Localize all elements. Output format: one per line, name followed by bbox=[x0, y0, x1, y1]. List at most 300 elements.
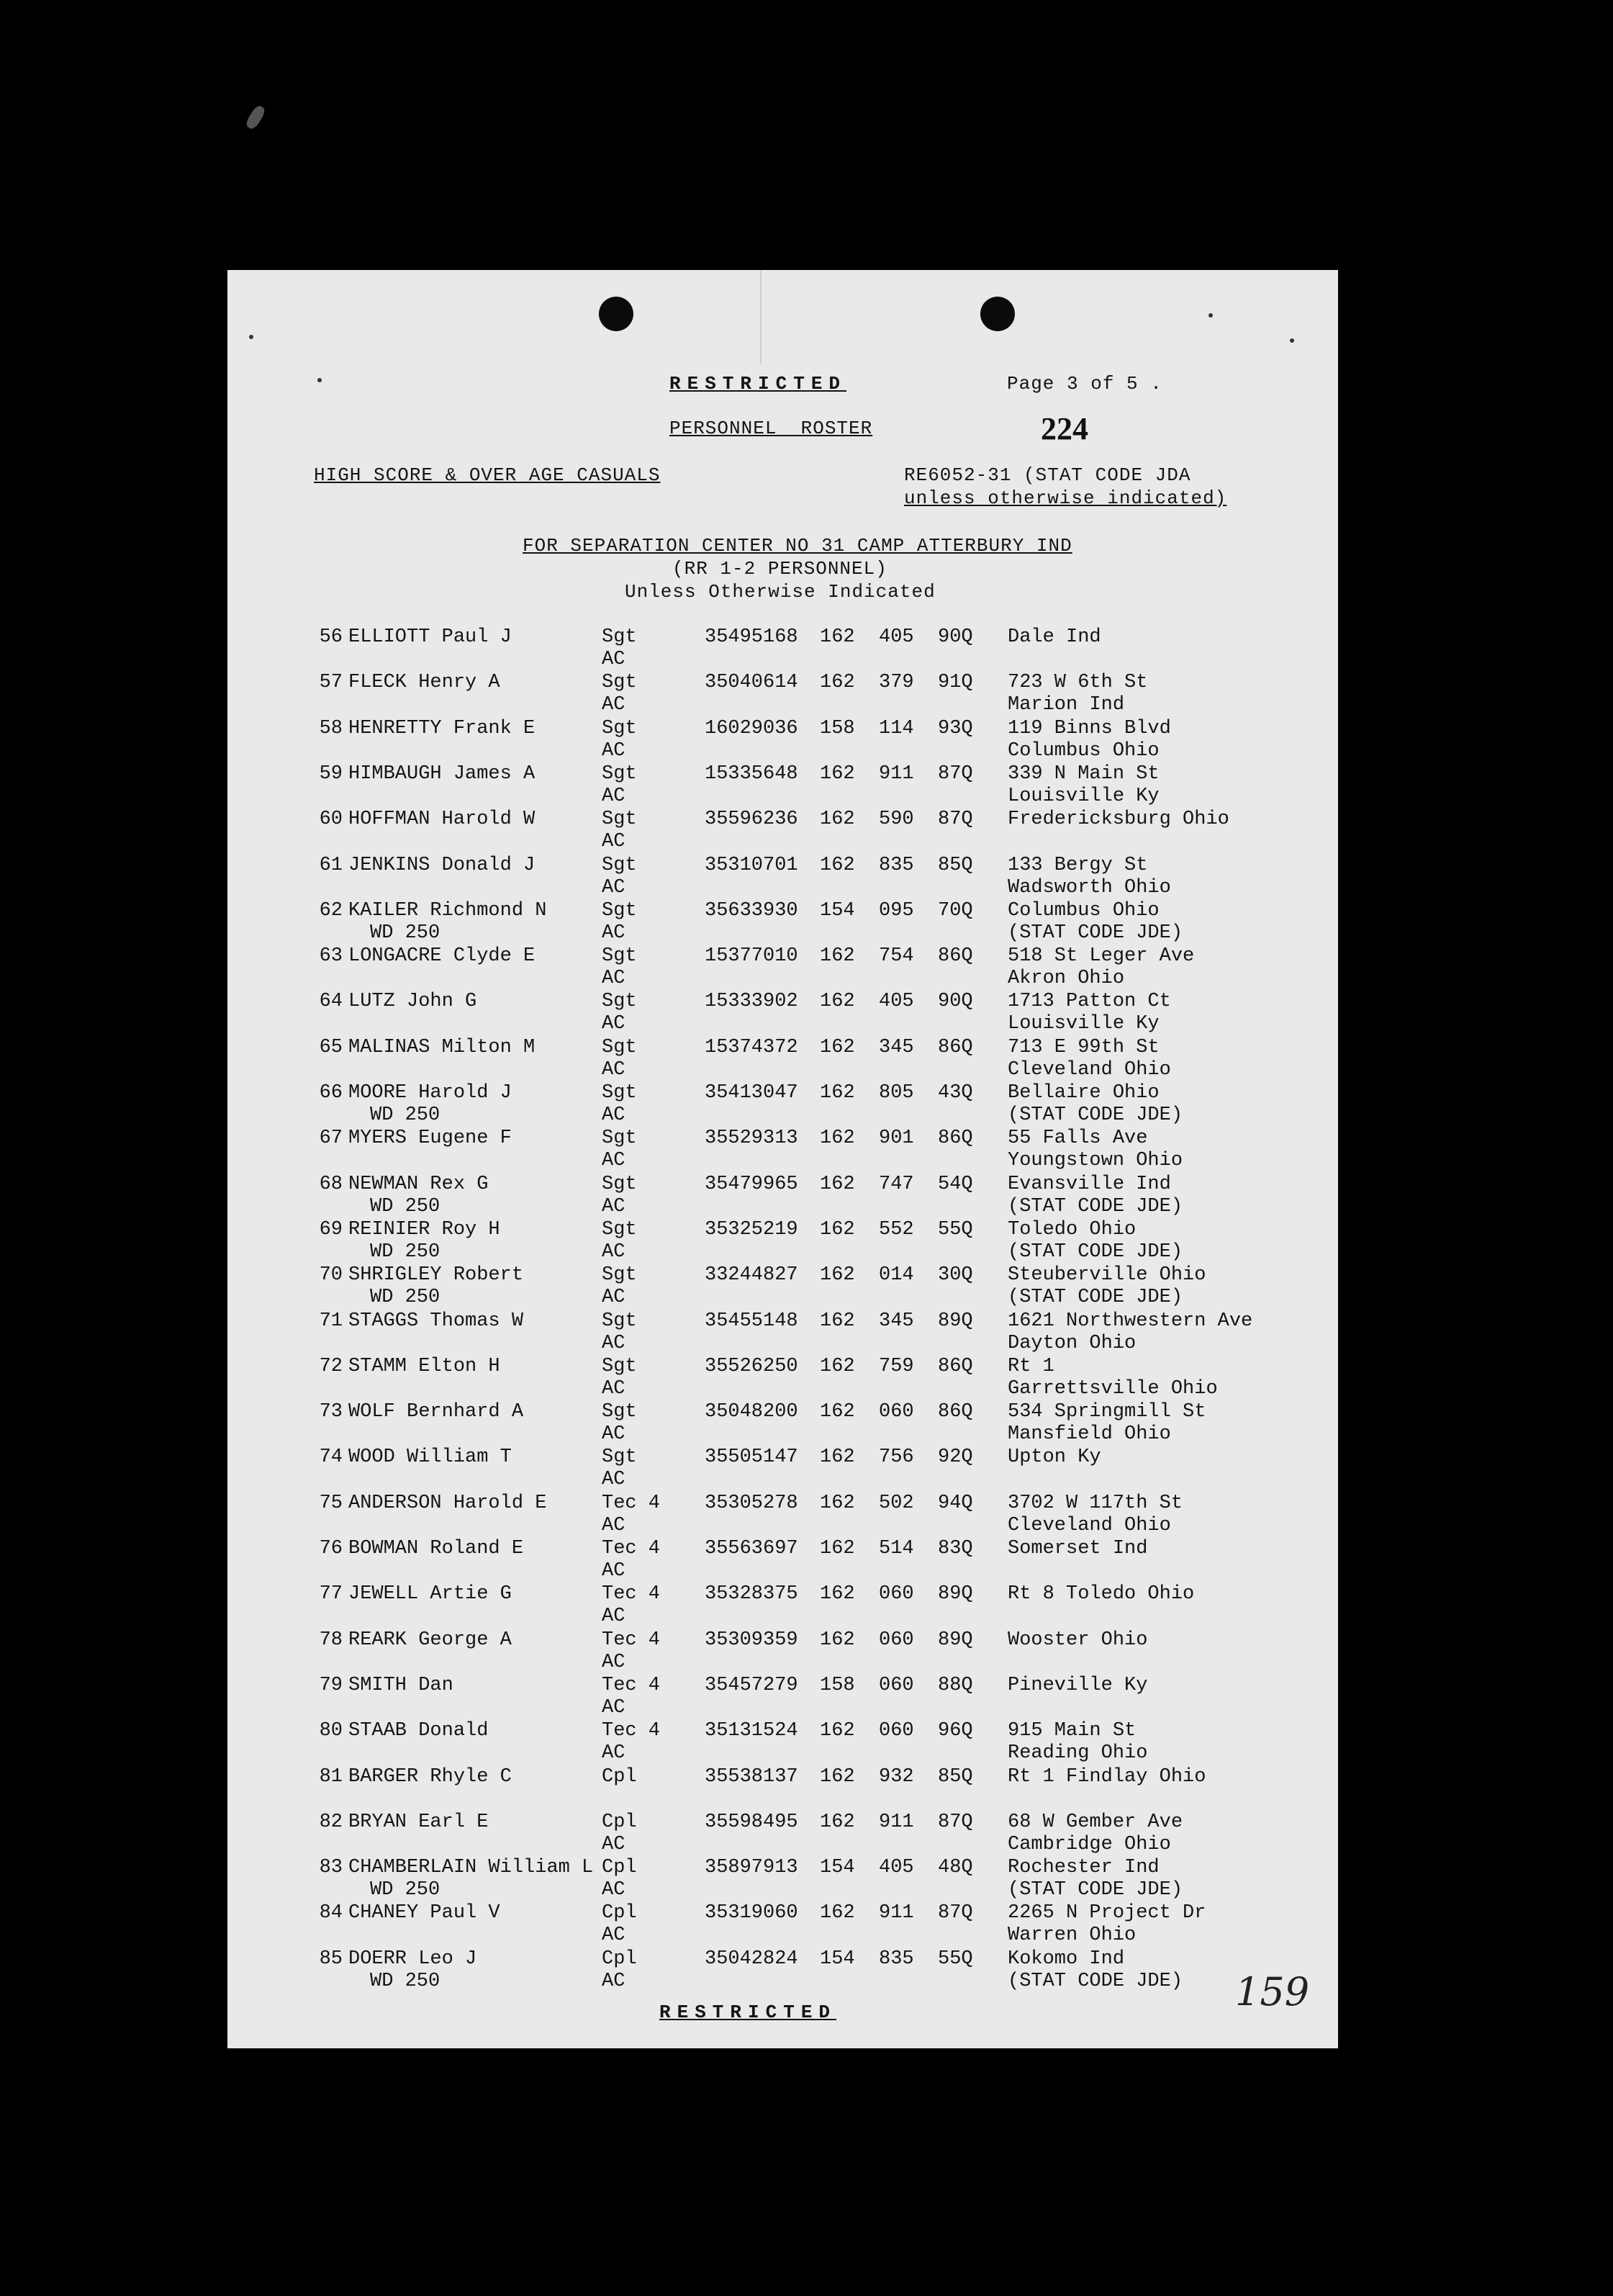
address-line1: Rt 1 Findlay Ohio bbox=[1008, 1765, 1206, 1788]
address-line2: Warren Ohio bbox=[1008, 1924, 1137, 1947]
code-b: 060 bbox=[879, 1401, 914, 1423]
branch: AC bbox=[602, 1833, 625, 1855]
table-row bbox=[227, 626, 1338, 671]
code-b: 379 bbox=[879, 672, 914, 694]
address-line2: Cambridge Ohio bbox=[1008, 1833, 1171, 1855]
branch: AC bbox=[602, 1696, 625, 1719]
roster-category: HIGH SCORE & OVER AGE CASUALS bbox=[314, 464, 661, 486]
address-line1: Kokomo Ind bbox=[1008, 1948, 1125, 1970]
row-number: 65 bbox=[319, 1036, 343, 1058]
serial-number: 35495168 bbox=[705, 626, 798, 648]
code-a: 162 bbox=[820, 1082, 855, 1104]
roster-page bbox=[227, 270, 1338, 2048]
soldier-name: STAAB Donald bbox=[348, 1720, 489, 1742]
address-line2: Cleveland Ohio bbox=[1008, 1058, 1171, 1081]
war-dept-code: WD 250 bbox=[370, 1287, 440, 1309]
serial-number: 35048200 bbox=[705, 1401, 798, 1423]
address-line2: Dayton Ohio bbox=[1008, 1332, 1137, 1354]
address-line2: Wadsworth Ohio bbox=[1008, 876, 1171, 899]
branch: AC bbox=[602, 1104, 625, 1126]
punch-hole bbox=[599, 297, 633, 331]
serial-number: 35633930 bbox=[705, 899, 798, 922]
code-c: 91Q bbox=[938, 672, 973, 694]
branch: AC bbox=[602, 739, 625, 762]
code-a: 162 bbox=[820, 1538, 855, 1559]
row-number: 80 bbox=[319, 1720, 343, 1742]
speck bbox=[249, 335, 253, 339]
roster-title: PERSONNEL ROSTER bbox=[669, 418, 873, 439]
branch: AC bbox=[602, 1332, 625, 1354]
branch: AC bbox=[602, 1469, 625, 1491]
code-c: 86Q bbox=[938, 1355, 973, 1377]
soldier-name: STAMM Elton H bbox=[348, 1355, 500, 1377]
row-number: 71 bbox=[319, 1310, 343, 1332]
soldier-name: SHRIGLEY Robert bbox=[348, 1264, 524, 1287]
address-line2: Reading Ohio bbox=[1008, 1742, 1148, 1765]
table-row bbox=[227, 1127, 1338, 1172]
row-number: 66 bbox=[319, 1082, 343, 1104]
code-a: 162 bbox=[820, 809, 855, 831]
rank: Sgt bbox=[602, 809, 637, 831]
code-c: 87Q bbox=[938, 809, 973, 831]
address-line2: Marion Ind bbox=[1008, 694, 1125, 716]
soldier-name: JEWELL Artie G bbox=[348, 1583, 512, 1606]
table-row bbox=[227, 1857, 1338, 1901]
code-b: 405 bbox=[879, 626, 914, 648]
serial-number: 15335648 bbox=[705, 762, 798, 785]
address-line1: Fredericksburg Ohio bbox=[1008, 809, 1229, 831]
row-number: 59 bbox=[319, 762, 343, 785]
soldier-name: CHAMBERLAIN William L bbox=[348, 1857, 594, 1879]
table-row bbox=[227, 1583, 1338, 1628]
code-a: 162 bbox=[820, 1492, 855, 1514]
restricted-heading-bottom: RESTRICTED bbox=[659, 2002, 837, 2023]
table-row bbox=[227, 1766, 1338, 1811]
rank: Cpl bbox=[602, 1811, 637, 1833]
row-number: 63 bbox=[319, 945, 343, 968]
row-number: 68 bbox=[319, 1173, 343, 1195]
code-c: 86Q bbox=[938, 1401, 973, 1423]
table-row bbox=[227, 1811, 1338, 1856]
code-b: 754 bbox=[879, 945, 914, 968]
row-number: 77 bbox=[319, 1583, 343, 1606]
code-c: 55Q bbox=[938, 1948, 973, 1970]
speck bbox=[317, 378, 322, 382]
code-b: 502 bbox=[879, 1492, 914, 1514]
address-line1: Upton Ky bbox=[1008, 1446, 1101, 1469]
speck bbox=[1208, 313, 1213, 318]
code-a: 154 bbox=[820, 899, 855, 922]
branch: AC bbox=[602, 1879, 625, 1901]
code-c: 89Q bbox=[938, 1310, 973, 1332]
row-number: 85 bbox=[319, 1948, 343, 1970]
serial-number: 35413047 bbox=[705, 1082, 798, 1104]
war-dept-code: WD 250 bbox=[370, 1195, 440, 1217]
address-line1: Rt 1 bbox=[1008, 1355, 1054, 1377]
row-number: 83 bbox=[319, 1857, 343, 1879]
serial-number: 35328375 bbox=[705, 1583, 798, 1606]
code-b: 095 bbox=[879, 899, 914, 922]
code-c: 43Q bbox=[938, 1082, 973, 1104]
table-row bbox=[227, 1493, 1338, 1537]
soldier-name: BARGER Rhyle C bbox=[348, 1765, 512, 1788]
soldier-name: ELLIOTT Paul J bbox=[348, 626, 512, 648]
serial-number: 35479965 bbox=[705, 1173, 798, 1195]
code-b: 932 bbox=[879, 1765, 914, 1788]
table-row bbox=[227, 855, 1338, 899]
rank: Cpl bbox=[602, 1948, 637, 1970]
soldier-name: MOORE Harold J bbox=[348, 1082, 512, 1104]
address-line1: 1621 Northwestern Ave bbox=[1008, 1310, 1253, 1332]
row-number: 74 bbox=[319, 1446, 343, 1469]
soldier-name: LONGACRE Clyde E bbox=[348, 945, 536, 968]
serial-number: 35457279 bbox=[705, 1674, 798, 1696]
address-line1: Pineville Ky bbox=[1008, 1674, 1148, 1696]
branch: AC bbox=[602, 1058, 625, 1081]
soldier-name: DOERR Leo J bbox=[348, 1948, 477, 1970]
code-a: 162 bbox=[820, 854, 855, 876]
soldier-name: FLECK Henry A bbox=[348, 672, 500, 694]
address-line1: Somerset Ind bbox=[1008, 1538, 1148, 1559]
separation-center: FOR SEPARATION CENTER NO 31 CAMP ATTERBURY IND bbox=[523, 535, 1072, 557]
soldier-name: WOOD William T bbox=[348, 1446, 512, 1469]
address-line2: Louisville Ky bbox=[1008, 1013, 1160, 1035]
serial-number: 35455148 bbox=[705, 1310, 798, 1332]
row-number: 57 bbox=[319, 672, 343, 694]
row-number: 75 bbox=[319, 1492, 343, 1514]
serial-number: 35596236 bbox=[705, 809, 798, 831]
table-row bbox=[227, 809, 1338, 853]
table-row bbox=[227, 1902, 1338, 1947]
code-b: 060 bbox=[879, 1583, 914, 1606]
code-b: 835 bbox=[879, 854, 914, 876]
branch: AC bbox=[602, 922, 625, 944]
address-line2: (STAT CODE JDE) bbox=[1008, 1879, 1183, 1901]
rank: Tec 4 bbox=[602, 1538, 661, 1559]
address-line2: (STAT CODE JDE) bbox=[1008, 1970, 1183, 1992]
code-a: 162 bbox=[820, 1036, 855, 1058]
code-a: 154 bbox=[820, 1857, 855, 1879]
rank: Sgt bbox=[602, 1264, 637, 1287]
serial-number: 15377010 bbox=[705, 945, 798, 968]
code-c: 90Q bbox=[938, 991, 973, 1013]
address-line1: Columbus Ohio bbox=[1008, 899, 1160, 922]
punch-hole bbox=[980, 297, 1015, 331]
table-row bbox=[227, 1174, 1338, 1218]
code-a: 162 bbox=[820, 762, 855, 785]
branch: AC bbox=[602, 831, 625, 853]
handwritten-number: 159 bbox=[1235, 1969, 1310, 2014]
soldier-name: REINIER Roy H bbox=[348, 1218, 500, 1241]
war-dept-code: WD 250 bbox=[370, 1104, 440, 1126]
branch: AC bbox=[602, 694, 625, 716]
war-dept-code: WD 250 bbox=[370, 1879, 440, 1901]
code-b: 911 bbox=[879, 1811, 914, 1833]
stamp-number: 224 bbox=[1041, 411, 1088, 446]
qualifier-note: Unless Otherwise Indicated bbox=[625, 581, 936, 603]
soldier-name: ANDERSON Harold E bbox=[348, 1492, 547, 1514]
code-c: 85Q bbox=[938, 1765, 973, 1788]
row-number: 69 bbox=[319, 1218, 343, 1241]
serial-number: 35598495 bbox=[705, 1811, 798, 1833]
address-line1: Rochester Ind bbox=[1008, 1857, 1160, 1879]
serial-number: 35309359 bbox=[705, 1629, 798, 1651]
address-line1: Evansville Ind bbox=[1008, 1173, 1171, 1195]
branch: AC bbox=[602, 1514, 625, 1536]
scan-mark bbox=[244, 104, 267, 130]
table-row bbox=[227, 1538, 1338, 1583]
table-row bbox=[227, 1401, 1338, 1446]
soldier-name: LUTZ John G bbox=[348, 991, 477, 1013]
personnel-type: (RR 1-2 PERSONNEL) bbox=[672, 558, 887, 580]
code-a: 162 bbox=[820, 1310, 855, 1332]
branch: AC bbox=[602, 1742, 625, 1765]
row-number: 67 bbox=[319, 1127, 343, 1150]
serial-number: 35529313 bbox=[705, 1127, 798, 1150]
code-a: 162 bbox=[820, 1446, 855, 1469]
row-number: 60 bbox=[319, 809, 343, 831]
code-b: 405 bbox=[879, 1857, 914, 1879]
branch: AC bbox=[602, 1150, 625, 1172]
address-line1: 3702 W 117th St bbox=[1008, 1492, 1183, 1514]
address-line1: Wooster Ohio bbox=[1008, 1629, 1148, 1651]
address-line1: 1713 Patton Ct bbox=[1008, 991, 1171, 1013]
code-a: 158 bbox=[820, 717, 855, 739]
serial-number: 35505147 bbox=[705, 1446, 798, 1469]
code-c: 87Q bbox=[938, 1811, 973, 1833]
serial-number: 35131524 bbox=[705, 1720, 798, 1742]
code-b: 114 bbox=[879, 717, 914, 739]
address-line1: 723 W 6th St bbox=[1008, 672, 1148, 694]
rank: Tec 4 bbox=[602, 1629, 661, 1651]
address-line1: 55 Falls Ave bbox=[1008, 1127, 1148, 1150]
row-number: 82 bbox=[319, 1811, 343, 1833]
code-a: 162 bbox=[820, 672, 855, 694]
code-c: 87Q bbox=[938, 762, 973, 785]
rank: Sgt bbox=[602, 626, 637, 648]
row-number: 78 bbox=[319, 1629, 343, 1651]
address-line1: Dale Ind bbox=[1008, 626, 1101, 648]
table-row bbox=[227, 1629, 1338, 1674]
serial-number: 35563697 bbox=[705, 1538, 798, 1559]
table-row bbox=[227, 1948, 1338, 1993]
table-row bbox=[227, 1720, 1338, 1765]
branch: AC bbox=[602, 1287, 625, 1309]
code-c: 70Q bbox=[938, 899, 973, 922]
address-line1: Steuberville Ohio bbox=[1008, 1264, 1206, 1287]
restricted-heading-top: RESTRICTED bbox=[669, 373, 847, 395]
code-c: 86Q bbox=[938, 1127, 973, 1150]
row-number: 81 bbox=[319, 1765, 343, 1788]
rank: Sgt bbox=[602, 854, 637, 876]
rank: Sgt bbox=[602, 1401, 637, 1423]
table-row bbox=[227, 672, 1338, 716]
row-number: 64 bbox=[319, 991, 343, 1013]
branch: AC bbox=[602, 1651, 625, 1673]
rank: Sgt bbox=[602, 1446, 637, 1469]
serial-number: 16029036 bbox=[705, 717, 798, 739]
soldier-name: HENRETTY Frank E bbox=[348, 717, 536, 739]
branch: AC bbox=[602, 649, 625, 670]
code-a: 162 bbox=[820, 1355, 855, 1377]
address-line2: (STAT CODE JDE) bbox=[1008, 1104, 1183, 1126]
address-line2: (STAT CODE JDE) bbox=[1008, 922, 1183, 944]
code-b: 756 bbox=[879, 1446, 914, 1469]
soldier-name: JENKINS Donald J bbox=[348, 854, 536, 876]
code-c: 94Q bbox=[938, 1492, 973, 1514]
branch: AC bbox=[602, 1377, 625, 1400]
row-number: 76 bbox=[319, 1538, 343, 1559]
code-b: 590 bbox=[879, 809, 914, 831]
row-number: 61 bbox=[319, 854, 343, 876]
branch: AC bbox=[602, 968, 625, 990]
fold-line bbox=[760, 270, 762, 364]
code-b: 835 bbox=[879, 1948, 914, 1970]
code-c: 92Q bbox=[938, 1446, 973, 1469]
code-c: 90Q bbox=[938, 626, 973, 648]
code-c: 85Q bbox=[938, 854, 973, 876]
code-b: 805 bbox=[879, 1082, 914, 1104]
code-c: 87Q bbox=[938, 1902, 973, 1924]
branch: AC bbox=[602, 1013, 625, 1035]
soldier-name: BRYAN Earl E bbox=[348, 1811, 489, 1833]
soldier-name: NEWMAN Rex G bbox=[348, 1173, 489, 1195]
address-line1: 915 Main St bbox=[1008, 1720, 1137, 1742]
table-row bbox=[227, 1675, 1338, 1719]
rank: Cpl bbox=[602, 1857, 637, 1879]
code-b: 060 bbox=[879, 1674, 914, 1696]
code-c: 83Q bbox=[938, 1538, 973, 1559]
address-line2: Columbus Ohio bbox=[1008, 739, 1160, 762]
code-c: 48Q bbox=[938, 1857, 973, 1879]
soldier-name: KAILER Richmond N bbox=[348, 899, 547, 922]
code-a: 162 bbox=[820, 1173, 855, 1195]
rank: Sgt bbox=[602, 899, 637, 922]
address-line2: (STAT CODE JDE) bbox=[1008, 1241, 1183, 1263]
table-row bbox=[227, 991, 1338, 1035]
code-a: 154 bbox=[820, 1948, 855, 1970]
rank: Sgt bbox=[602, 1082, 637, 1104]
code-a: 162 bbox=[820, 1127, 855, 1150]
address-line1: 133 Bergy St bbox=[1008, 854, 1148, 876]
rank: Cpl bbox=[602, 1765, 637, 1788]
address-line1: 68 W Gember Ave bbox=[1008, 1811, 1183, 1833]
code-b: 747 bbox=[879, 1173, 914, 1195]
code-b: 345 bbox=[879, 1310, 914, 1332]
code-a: 162 bbox=[820, 1218, 855, 1241]
address-line2: (STAT CODE JDE) bbox=[1008, 1287, 1183, 1309]
rank: Sgt bbox=[602, 1355, 637, 1377]
rank: Sgt bbox=[602, 991, 637, 1013]
branch: AC bbox=[602, 1560, 625, 1582]
serial-number: 35310701 bbox=[705, 854, 798, 876]
address-line2: Louisville Ky bbox=[1008, 785, 1160, 807]
serial-number: 35042824 bbox=[705, 1948, 798, 1970]
rank: Tec 4 bbox=[602, 1583, 661, 1606]
code-a: 162 bbox=[820, 1720, 855, 1742]
war-dept-code: WD 250 bbox=[370, 1241, 440, 1263]
code-b: 552 bbox=[879, 1218, 914, 1241]
serial-number: 35305278 bbox=[705, 1492, 798, 1514]
code-c: 89Q bbox=[938, 1629, 973, 1651]
row-number: 72 bbox=[319, 1355, 343, 1377]
code-c: 30Q bbox=[938, 1264, 973, 1287]
page-number: Page 3 of 5 . bbox=[1007, 373, 1162, 395]
address-line1: 534 Springmill St bbox=[1008, 1401, 1206, 1423]
address-line1: 119 Binns Blvd bbox=[1008, 717, 1171, 739]
soldier-name: HOFFMAN Harold W bbox=[348, 809, 536, 831]
code-b: 014 bbox=[879, 1264, 914, 1287]
branch: AC bbox=[602, 785, 625, 807]
code-a: 162 bbox=[820, 1629, 855, 1651]
war-dept-code: WD 250 bbox=[370, 922, 440, 944]
order-code-note: unless otherwise indicated) bbox=[904, 487, 1227, 509]
code-a: 162 bbox=[820, 626, 855, 648]
address-line2: (STAT CODE JDE) bbox=[1008, 1195, 1183, 1217]
rank: Sgt bbox=[602, 672, 637, 694]
rank: Sgt bbox=[602, 1218, 637, 1241]
table-row bbox=[227, 763, 1338, 808]
address-line2: Cleveland Ohio bbox=[1008, 1514, 1171, 1536]
rank: Tec 4 bbox=[602, 1720, 661, 1742]
war-dept-code: WD 250 bbox=[370, 1970, 440, 1992]
code-b: 514 bbox=[879, 1538, 914, 1559]
table-row bbox=[227, 1082, 1338, 1127]
table-row bbox=[227, 1037, 1338, 1081]
table-row bbox=[227, 1356, 1338, 1400]
code-c: 86Q bbox=[938, 1036, 973, 1058]
address-line1: 2265 N Project Dr bbox=[1008, 1902, 1206, 1924]
soldier-name: REARK George A bbox=[348, 1629, 512, 1651]
table-row bbox=[227, 1264, 1338, 1309]
code-c: 54Q bbox=[938, 1173, 973, 1195]
row-number: 84 bbox=[319, 1902, 343, 1924]
rank: Tec 4 bbox=[602, 1674, 661, 1696]
code-b: 060 bbox=[879, 1720, 914, 1742]
row-number: 70 bbox=[319, 1264, 343, 1287]
code-c: 89Q bbox=[938, 1583, 973, 1606]
address-line1: Rt 8 Toledo Ohio bbox=[1008, 1583, 1195, 1606]
soldier-name: SMITH Dan bbox=[348, 1674, 453, 1696]
soldier-name: STAGGS Thomas W bbox=[348, 1310, 524, 1332]
serial-number: 35538137 bbox=[705, 1765, 798, 1788]
code-c: 55Q bbox=[938, 1218, 973, 1241]
code-c: 86Q bbox=[938, 945, 973, 968]
rank: Sgt bbox=[602, 945, 637, 968]
address-line2: Youngstown Ohio bbox=[1008, 1150, 1183, 1172]
code-a: 158 bbox=[820, 1674, 855, 1696]
branch: AC bbox=[602, 1423, 625, 1446]
serial-number: 15333902 bbox=[705, 991, 798, 1013]
code-a: 162 bbox=[820, 945, 855, 968]
code-c: 96Q bbox=[938, 1720, 973, 1742]
serial-number: 15374372 bbox=[705, 1036, 798, 1058]
serial-number: 35040614 bbox=[705, 672, 798, 694]
address-line1: 518 St Leger Ave bbox=[1008, 945, 1195, 968]
row-number: 56 bbox=[319, 626, 343, 648]
code-c: 93Q bbox=[938, 717, 973, 739]
address-line1: Toledo Ohio bbox=[1008, 1218, 1137, 1241]
branch: AC bbox=[602, 1924, 625, 1947]
branch: AC bbox=[602, 1241, 625, 1263]
code-b: 901 bbox=[879, 1127, 914, 1150]
code-a: 162 bbox=[820, 1583, 855, 1606]
address-line2: Garrettsville Ohio bbox=[1008, 1377, 1218, 1400]
serial-number: 35319060 bbox=[705, 1902, 798, 1924]
code-a: 162 bbox=[820, 1811, 855, 1833]
serial-number: 35325219 bbox=[705, 1218, 798, 1241]
table-row bbox=[227, 1446, 1338, 1491]
